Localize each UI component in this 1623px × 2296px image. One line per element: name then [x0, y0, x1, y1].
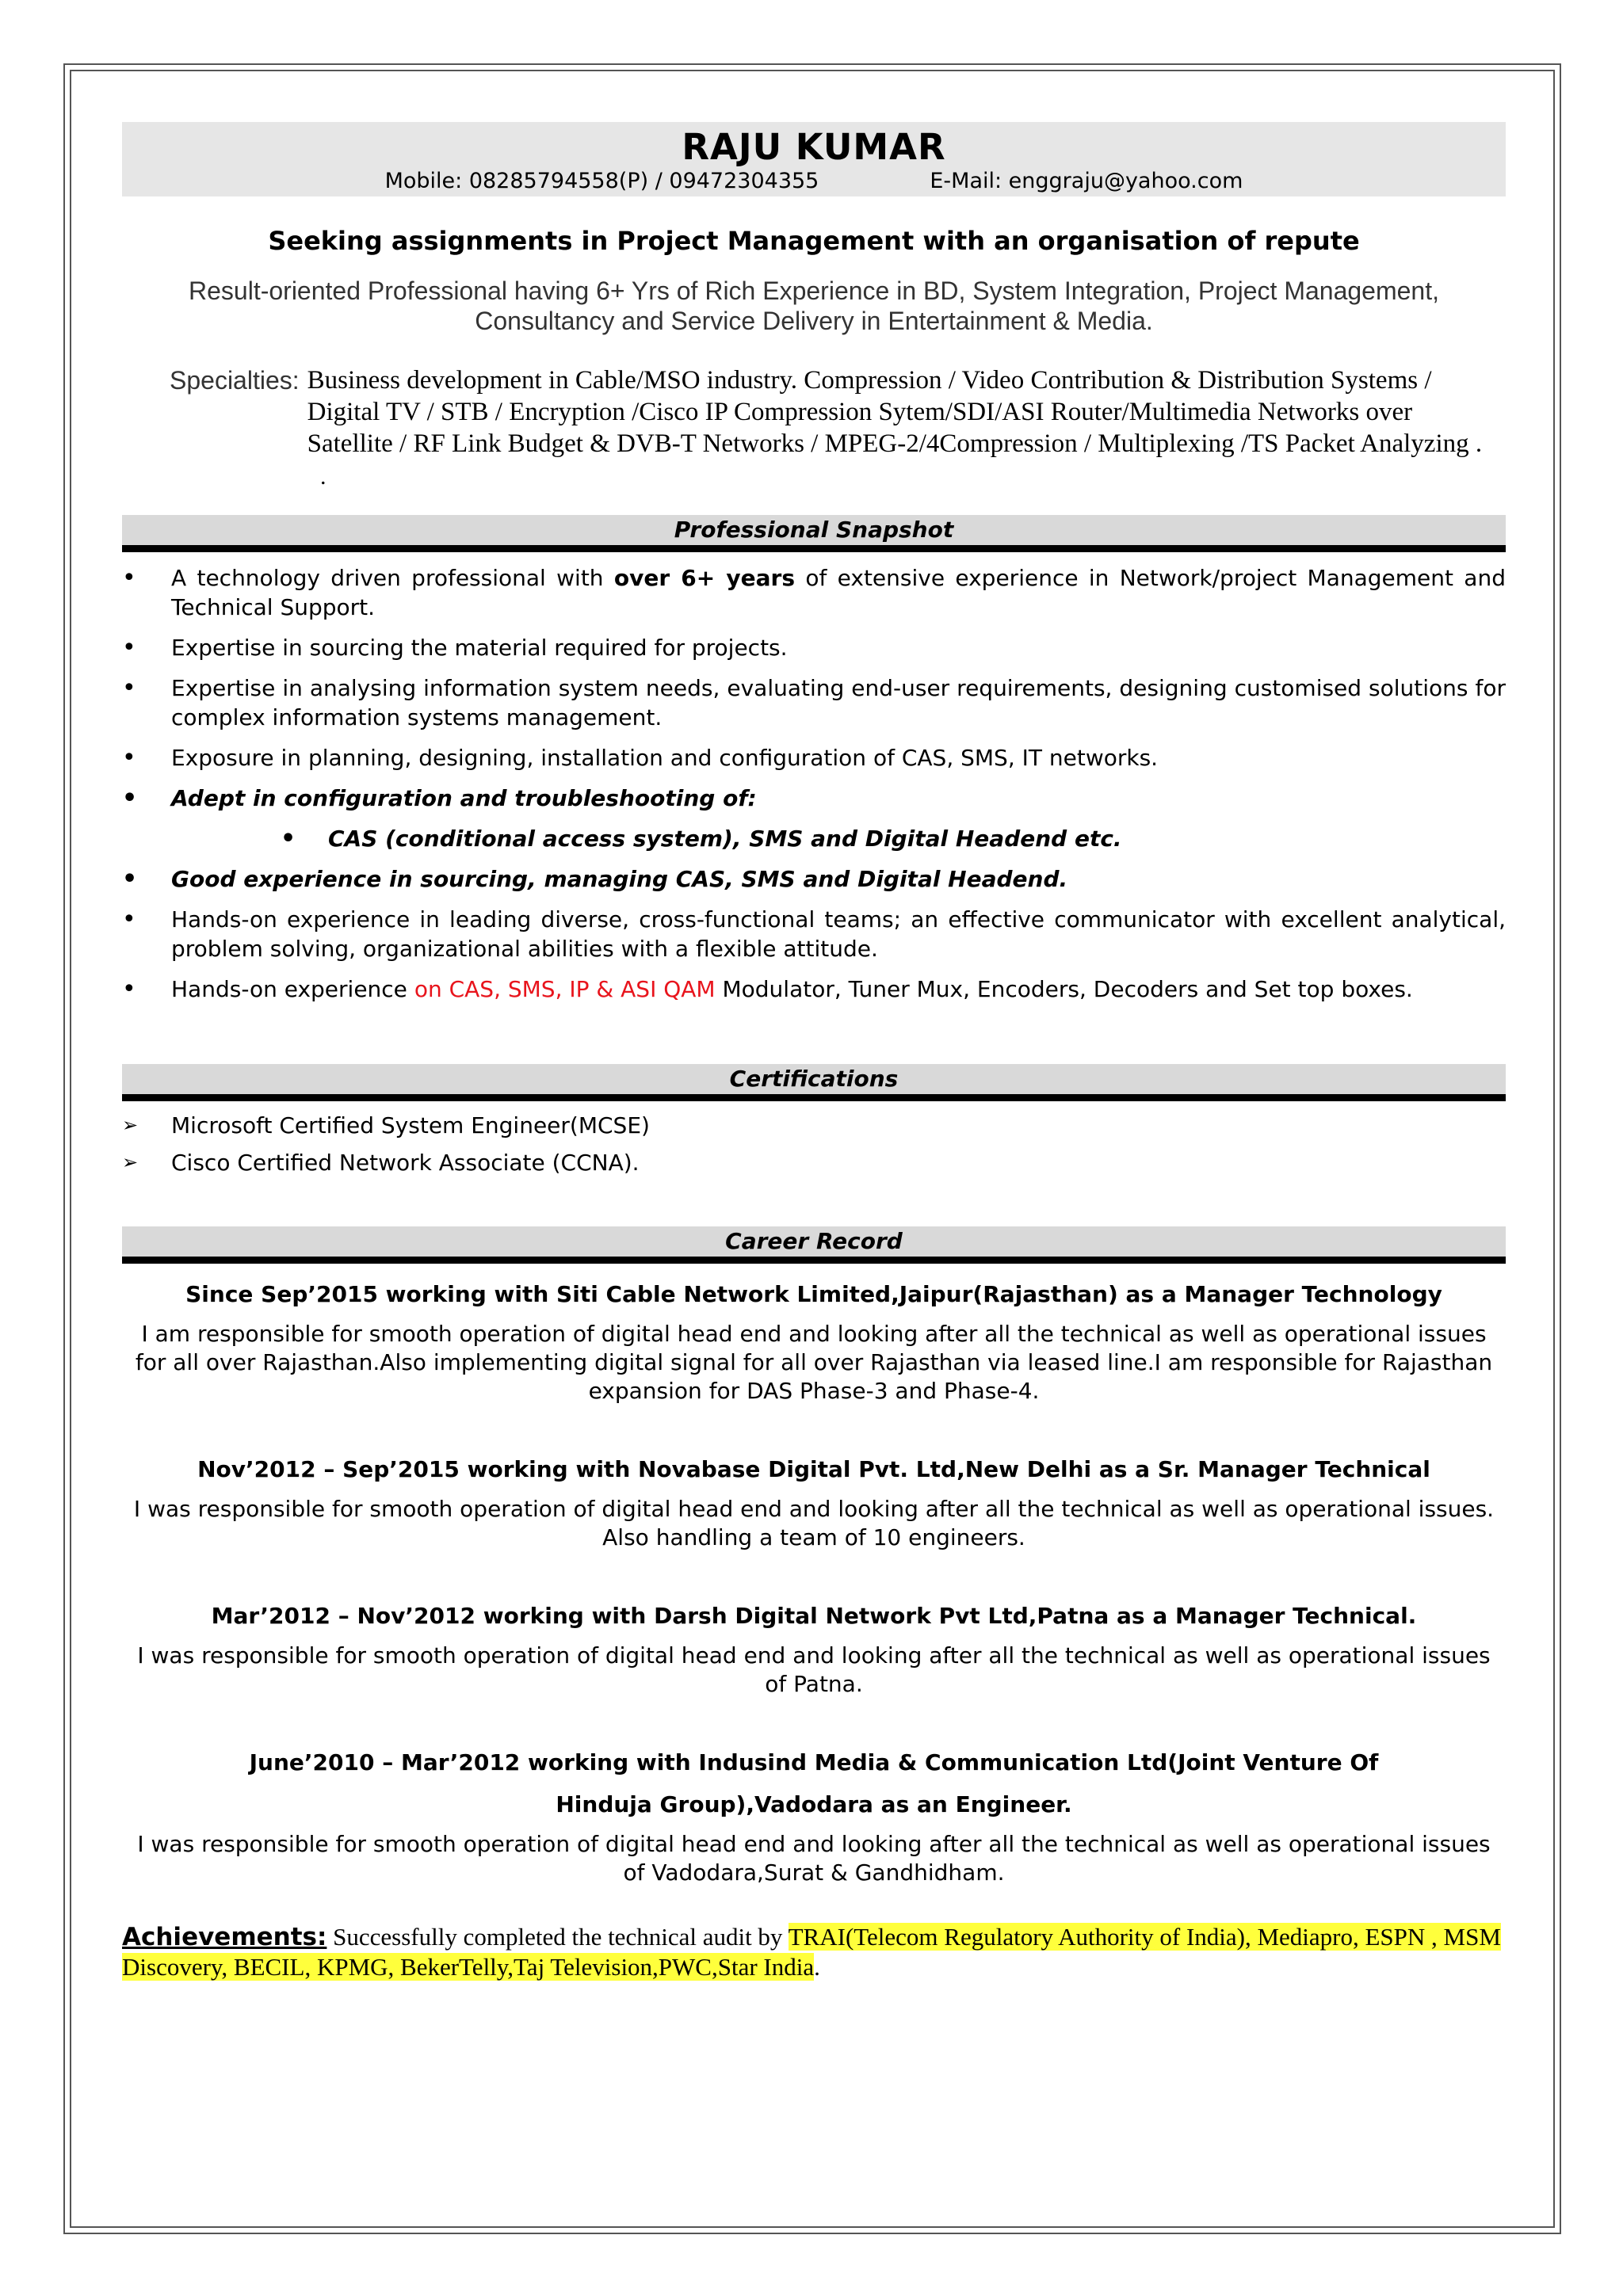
contact-line [122, 170, 1506, 193]
list-item: ➢ Microsoft Certified System Engineer(MCSE) [122, 1111, 1506, 1140]
job-entry [122, 1455, 1506, 1552]
list-item: • Hands-on experience in leading diverse, cross-functional teams; an effective communicator with excellent analytical, problem solving, organizational abilities with a flexible attitude. [122, 905, 1506, 963]
summary: Result-oriented Professional having 6+ Yrs of Rich Experience in BD, System Integration, Project Management, Consultancy and Service Delivery in Entertainment & Media. [189, 277, 1439, 335]
mobile-numbers: Mobile: 08285794558(P) / 09472304355 [384, 169, 819, 193]
job-entry [122, 1280, 1506, 1405]
job-title: Since Sep’2015 working with Siti Cable Network Limited,Jaipur(Rajasthan) as a Manager Technology [185, 1281, 1442, 1307]
list-item: • Adept in configuration and troubleshooting of: [122, 784, 1506, 813]
snapshot-list [122, 563, 1506, 1004]
specialties-text: Business development in Cable/MSO industry. Compression / Video Contribution & Distribution Systems / Digital TV / STB / Encryption /Cisco IP Compression Sytem/SDI/ASI Router/Multimedia Networks over Satellite / RF Link Budget & DVB-T Networks / MPEG-2/4Compression / Multiplexing /TS Packet Analyzing . [307, 366, 1483, 458]
email-address: E-Mail: enggraju@yahoo.com [930, 169, 1243, 193]
job-description: I was responsible for smooth operation of digital head end and looking after all the technical as well as operational issues. Also handling a team of 10 engineers. [133, 1496, 1495, 1550]
job-entry [122, 1601, 1506, 1699]
achievements-label: Achievements: [122, 1923, 327, 1951]
list-item: • Hands-on experience on CAS, SMS, IP & ASI QAM Modulator, Tuner Mux, Encoders, Decoders and Set top boxes. [122, 974, 1506, 1004]
achievements-text: Successfully completed the technical audit by [327, 1923, 789, 1951]
resume-page [122, 122, 1506, 1982]
header-band [122, 122, 1506, 196]
specialties-label: Specialties: [170, 366, 300, 395]
list-sub-item: • CAS (conditional access system), SMS and Digital Headend etc. [122, 824, 1506, 853]
specialties-trailing-dot: . [320, 463, 327, 490]
list-item: • Expertise in sourcing the material required for projects. [122, 633, 1506, 662]
job-entry [122, 1748, 1506, 1887]
job-title: Nov’2012 – Sep’2015 working with Novabase Digital Pvt. Ltd,New Delhi as a Sr. Manager Technical [197, 1456, 1430, 1482]
list-item: • Good experience in sourcing, managing CAS, SMS and Digital Headend. [122, 864, 1506, 894]
section-professional-snapshot: Professional Snapshot [122, 515, 1506, 552]
section-certifications: Certifications [122, 1064, 1506, 1101]
job-description: I was responsible for smooth operation of digital head end and looking after all the technical as well as operational issues of Patna. [137, 1642, 1491, 1697]
list-item: • Exposure in planning, designing, installation and configuration of CAS, SMS, IT networks. [122, 743, 1506, 772]
list-item: • A technology driven professional with over 6+ years of extensive experience in Network/project Management and Technical Support. [122, 563, 1506, 622]
job-title: June’2010 – Mar’2012 working with Indusind Media & Communication Ltd(Joint Venture Of [249, 1749, 1379, 1775]
specialties [122, 364, 1506, 460]
list-item: • Expertise in analysing information system needs, evaluating end-user requirements, designing customised solutions for complex information systems management. [122, 673, 1506, 732]
objective: Seeking assignments in Project Management with an organisation of repute [268, 226, 1360, 256]
candidate-name: RAJU KUMAR [682, 126, 946, 168]
highlighted-skills: on CAS, SMS, IP & ASI QAM [414, 976, 716, 1002]
job-title: Mar’2012 – Nov’2012 working with Darsh Digital Network Pvt Ltd,Patna as a Manager Technical. [211, 1603, 1417, 1629]
section-career-record: Career Record [122, 1226, 1506, 1264]
certifications-list [122, 1111, 1506, 1177]
job-description: I am responsible for smooth operation of digital head end and looking after all the technical as well as operational issues for all over Rajasthan.Also implementing digital signal for all over Rajasthan via leased line.I am responsible for Rajasthan expansion for DAS Phase-3 and Phase-4. [135, 1321, 1493, 1404]
achievements: Achievements: Successfully completed the technical audit by TRAI(Telecom Regulatory Authority of India), Mediapro, ESPN , MSM Discovery, BECIL, KPMG, BekerTelly,Taj Television,PWC,Star India. [122, 1923, 1501, 1981]
achievements-clients: TRAI(Telecom Regulatory Authority of India), Mediapro, ESPN , MSM Discovery, BECIL, KPMG, BekerTelly,Taj Television,PWC,Star India [122, 1923, 1501, 1981]
job-title-continued: Hinduja Group),Vadodara as an Engineer. [556, 1791, 1072, 1817]
list-item: ➢ Cisco Certified Network Associate (CCNA). [122, 1148, 1506, 1177]
job-description: I was responsible for smooth operation of digital head end and looking after all the technical as well as operational issues of Vadodara,Surat & Gandhidham. [137, 1831, 1491, 1886]
